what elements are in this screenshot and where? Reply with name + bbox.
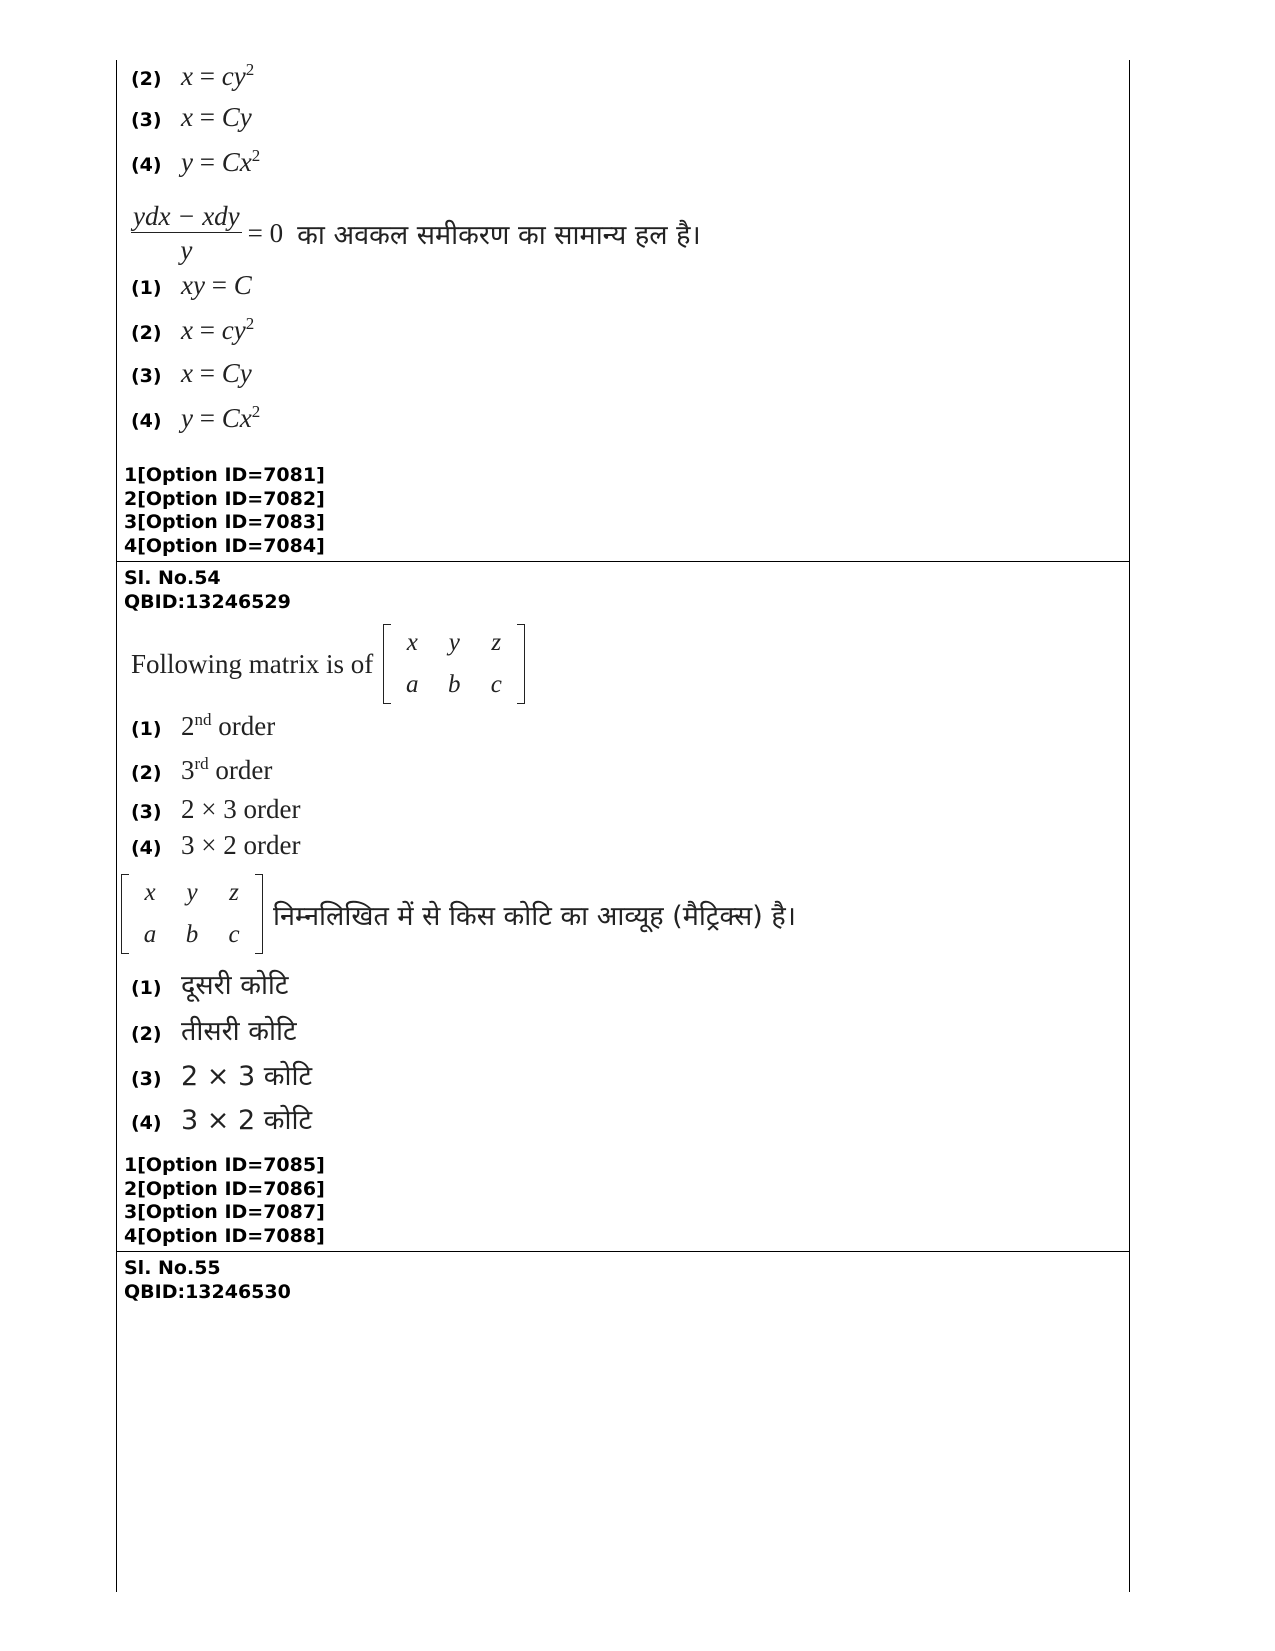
option-number: (1) [131,977,162,999]
formula-lhs: y [181,403,193,433]
order-number: 3 × 2 [181,830,237,860]
q53-option-hi-4 [131,402,260,434]
q54-option-en-4 [131,830,300,861]
option-number: (3) [131,1068,162,1090]
q53-option-hi-1 [131,270,252,301]
formula-lhs: x [181,102,193,132]
option-number: (2) [131,762,162,784]
order-word: order [215,755,273,785]
matrix-cell: b [185,921,199,948]
formula-rhs: C [233,270,252,300]
matrix-cell: y [448,629,460,656]
option-number: (1) [131,277,162,299]
option-number: (3) [131,801,162,823]
q54-option-hi-2 [131,1011,297,1048]
order-number: 2 × 3 [181,794,237,824]
option-id: 1[Option ID=7081] [124,464,325,486]
option-text [181,710,275,742]
stem-text: Following matrix is of [131,648,374,679]
formula-rhs: cy [221,315,246,345]
q53-option-en-4 [131,146,260,178]
option-formula: $y = Cx^2$ [181,402,261,433]
option-number: (3) [131,365,162,387]
q54-stem-english [131,622,535,706]
matrix-cell: b [448,671,461,698]
matrix-cell: z [229,879,239,906]
option-number: (3) [131,109,162,131]
option-number: (2) [131,68,162,90]
matrix-cell: c [228,921,240,948]
option-number: (4) [131,1112,162,1134]
q54-option-hi-1 [131,965,289,1002]
qbid: QBID:13246530 [124,1280,291,1303]
option-number: (1) [131,718,162,740]
matrix [121,872,263,956]
option-formula: $x = cy^2$ [181,60,255,91]
question-table [116,60,1130,1592]
option-formula: $x = cy^2$ [181,314,255,345]
matrix-cell: a [406,671,419,698]
formula-exponent: 2 [251,402,261,421]
option-id: 3[Option ID=7083] [124,511,325,533]
q54-header [124,567,291,614]
formula-lhs: x [181,61,193,91]
option-text: 3 × 2 कोटि [181,1105,313,1136]
order-number: 3 [181,755,195,785]
option-id: 3[Option ID=7087] [124,1201,325,1223]
formula-exponent: 2 [245,314,255,333]
qbid: QBID:13246529 [124,590,291,613]
q54-option-en-3 [131,794,300,825]
formula-rhs: Cx [221,403,252,433]
q53-stem-hindi [131,200,701,267]
q53-option-en-2 [131,60,254,92]
order-word: order [243,794,301,824]
option-text [181,754,272,786]
option-number: (4) [131,410,162,432]
formula-rhs: Cy [221,358,252,388]
formula-exponent: 2 [245,60,255,79]
stem-text: निम्नलिखित में से किस कोटि का आव्यूह (मैट्रिक्स) है। [273,900,796,932]
option-formula: xy = C [181,270,252,300]
option-formula: x = Cy [181,102,252,132]
q53-option-ids [124,464,325,558]
fraction-denominator: y [180,235,193,265]
option-id: 1[Option ID=7085] [124,1154,325,1176]
stem-text: का अवकल समीकरण का सामान्य हल है। [297,220,701,251]
matrix-cell: c [490,671,502,698]
matrix [383,622,525,706]
q53-option-hi-2 [131,314,254,346]
q55-header [124,1257,291,1304]
ordinal-suffix: nd [194,710,212,729]
option-formula: $y = Cx^2$ [181,146,261,177]
option-id: 4[Option ID=7084] [124,534,325,557]
order-number: 2 [181,711,195,741]
order-word: order [218,711,276,741]
matrix-cell: y [186,879,198,906]
matrix-cell: x [144,879,156,906]
option-id: 2[Option ID=7086] [124,1177,325,1200]
option-number: (2) [131,1023,162,1045]
row-divider [117,1251,1129,1252]
option-number: (4) [131,154,162,176]
matrix-cell: a [143,921,157,948]
option-number: (4) [131,837,162,859]
option-text: दूसरी कोटि [181,970,289,1001]
equals-zero: = 0 [247,218,284,248]
q54-option-en-2 [131,754,272,786]
formula-lhs: xy [181,270,205,300]
fraction [131,200,242,267]
formula-rhs: Cx [221,147,252,177]
q54-option-en-1 [131,710,275,742]
formula-rhs: Cy [221,102,252,132]
formula-lhs: x [181,358,193,388]
order-word: order [243,830,301,860]
serial-number: Sl. No.55 [124,1257,221,1279]
option-text: तीसरी कोटि [181,1016,297,1047]
option-id: 4[Option ID=7088] [124,1224,325,1247]
q53-option-en-3 [131,102,252,133]
formula-rhs: cy [221,61,246,91]
formula-exponent: 2 [251,146,261,165]
serial-number: Sl. No.54 [124,567,221,589]
q54-option-hi-3 [131,1056,312,1093]
matrix-cell: x [406,629,418,656]
option-text [181,830,300,861]
option-formula: x = Cy [181,358,252,388]
row-divider [117,561,1129,562]
ordinal-suffix: rd [194,754,209,773]
option-id: 2[Option ID=7082] [124,487,325,510]
q54-option-ids [124,1154,325,1248]
matrix-cell: z [491,629,502,656]
option-text: 2 × 3 कोटि [181,1061,313,1092]
formula-lhs: x [181,315,193,345]
fraction-numerator: ydx − xdy [133,201,240,231]
option-number: (2) [131,322,162,344]
q53-option-hi-3 [131,358,252,389]
formula-lhs: y [181,147,193,177]
q54-stem-hindi [121,872,796,956]
option-text [181,794,300,825]
q54-option-hi-4 [131,1100,312,1137]
